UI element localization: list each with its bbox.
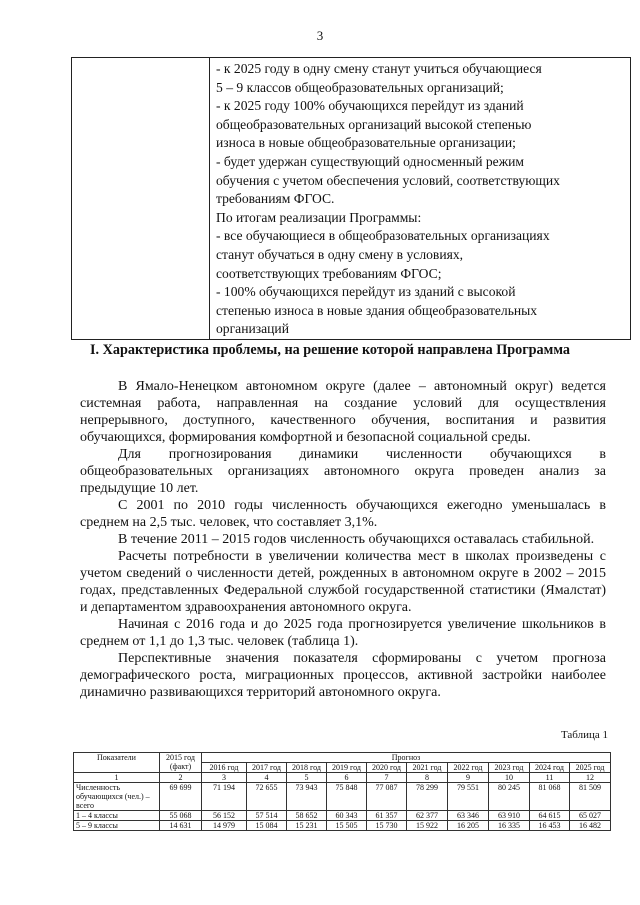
- row-label: Численность обучающихся (чел.) – всего: [74, 783, 160, 811]
- paragraph: В течение 2011 – 2015 годов численность обучающихся оставалась стабильной.: [118, 532, 595, 547]
- table-cell: 63 910: [489, 811, 530, 821]
- table-cell: 64 615: [530, 811, 570, 821]
- column-number: 1: [74, 773, 160, 783]
- table-cell: 79 551: [448, 783, 489, 811]
- header-year: 2023 год: [489, 763, 530, 773]
- table-cell: 55 068: [160, 811, 202, 821]
- result-line: общеобразовательных организаций высокой степенью: [216, 116, 532, 132]
- header-indicator: Показатели: [74, 753, 160, 773]
- result-line: станут обучаться в одну смену в условиях,: [216, 246, 464, 262]
- header-year: 2021 год: [407, 763, 448, 773]
- table-cell: 81 509: [570, 783, 611, 811]
- table-cell: 15 922: [407, 821, 448, 831]
- table-cell: 15 730: [367, 821, 407, 831]
- column-number: 2: [160, 773, 202, 783]
- table-cell: 81 068: [530, 783, 570, 811]
- column-number: 4: [247, 773, 287, 783]
- result-line: По итогам реализации Программы:: [216, 209, 422, 225]
- table-cell: 15 505: [327, 821, 367, 831]
- table-cell: 77 087: [367, 783, 407, 811]
- paragraph: Перспективные значения показателя сформированы с учетом прогноза демографического роста, миграционных процессов, активной застройки наиболее динамично развивающихся территорий автономного округа.: [80, 651, 606, 700]
- program-results-table: [71, 57, 631, 340]
- result-line: 5 – 9 классов общеобразовательных организаций;: [216, 79, 504, 95]
- program-results-text-cell: [210, 58, 631, 340]
- result-line: износа в новые общеобразовательные организации;: [216, 135, 516, 151]
- result-line: - к 2025 году 100% обучающихся перейдут из зданий: [216, 98, 524, 114]
- table-row: [74, 783, 611, 811]
- result-line: требованиям ФГОС.: [216, 191, 335, 207]
- header-year: 2020 год: [367, 763, 407, 773]
- column-number: 12: [570, 773, 611, 783]
- paragraph: Для прогнозирования динамики численности обучающихся в общеобразовательных организациях автономного округа проведен анализ за предыдущие 10 лет.: [80, 447, 606, 496]
- table-cell: 73 943: [287, 783, 327, 811]
- table-cell: 61 357: [367, 811, 407, 821]
- table-row: [74, 821, 611, 831]
- header-year: 2018 год: [287, 763, 327, 773]
- row-label: 5 – 9 классы: [74, 821, 160, 831]
- column-number: 10: [489, 773, 530, 783]
- result-line: - к 2025 году в одну смену станут учиться обучающиеся: [216, 61, 542, 76]
- table-row: [74, 811, 611, 821]
- column-number: 7: [367, 773, 407, 783]
- table-cell: 62 377: [407, 811, 448, 821]
- table-cell: 56 152: [202, 811, 247, 821]
- row-label: 1 – 4 классы: [74, 811, 160, 821]
- table-cell: 16 453: [530, 821, 570, 831]
- result-line: организаций: [216, 321, 289, 337]
- header-year: 2017 год: [247, 763, 287, 773]
- table-caption: Таблица 1: [560, 729, 608, 741]
- table-cell: 78 299: [407, 783, 448, 811]
- section-heading: I. Характеристика проблемы, на решение которой направлена Программа: [90, 342, 570, 358]
- column-number: 9: [448, 773, 489, 783]
- header-year: 2022 год: [448, 763, 489, 773]
- result-line: соответствующих требованиям ФГОС;: [216, 265, 442, 281]
- paragraph: В Ямало-Ненецком автономном округе (далее – автономный округ) ведется системная работа, направленная на создание условий для осуществления непрерывного, доступного, качественного обучения, воспитания и развития обучающихся, формирования комфортной и безопасной социальной среды.: [80, 379, 606, 445]
- column-number: 3: [202, 773, 247, 783]
- header-fact: 2015 год (факт): [160, 753, 202, 773]
- table-cell: 16 482: [570, 821, 611, 831]
- table-cell: 60 343: [327, 811, 367, 821]
- table-cell: 15 231: [287, 821, 327, 831]
- table-cell: 63 346: [448, 811, 489, 821]
- table-cell: 65 027: [570, 811, 611, 821]
- header-year: 2019 год: [327, 763, 367, 773]
- table-cell: 69 699: [160, 783, 202, 811]
- header-year: 2025 год: [570, 763, 611, 773]
- result-line: обучения с учетом обеспечения условий, соответствующих: [216, 172, 560, 188]
- table-cell: 80 245: [489, 783, 530, 811]
- table-cell: 16 205: [448, 821, 489, 831]
- table-cell: 14 631: [160, 821, 202, 831]
- result-line: - 100% обучающихся перейдут из зданий с высокой: [216, 284, 516, 300]
- header-year: 2024 год: [530, 763, 570, 773]
- enrollment-forecast-table: [73, 752, 611, 831]
- result-line: степенью износа в новые здания общеобразовательных: [216, 302, 538, 318]
- body-text: [80, 378, 606, 701]
- table-cell: 15 084: [247, 821, 287, 831]
- paragraph: Расчеты потребности в увеличении количества мест в школах произведены с учетом сведений о численности детей, рожденных в автономном округе в 2002 – 2015 годах, представленных Федеральной службой государственной статистики (Ямалстат) и департаментом здравоохранения автономного округа.: [80, 549, 606, 615]
- table-cell: 58 652: [287, 811, 327, 821]
- column-number: 5: [287, 773, 327, 783]
- paragraph: С 2001 по 2010 годы численность обучающихся ежегодно уменьшалась в среднем на 2,5 тыс. человек, что составляет 3,1%.: [80, 498, 606, 530]
- page-number: 3: [316, 28, 324, 43]
- column-number: 6: [327, 773, 367, 783]
- table-cell: 14 979: [202, 821, 247, 831]
- table-cell: 71 194: [202, 783, 247, 811]
- header-forecast: Прогноз: [202, 753, 611, 763]
- column-number: 8: [407, 773, 448, 783]
- program-results-label-cell: [72, 58, 210, 340]
- result-line: - будет удержан существующий односменный режим: [216, 153, 524, 169]
- table-cell: 72 655: [247, 783, 287, 811]
- table-cell: 75 848: [327, 783, 367, 811]
- header-year: 2016 год: [202, 763, 247, 773]
- table-cell: 16 335: [489, 821, 530, 831]
- table-cell: 57 514: [247, 811, 287, 821]
- column-number: 11: [530, 773, 570, 783]
- paragraph: Начиная с 2016 года и до 2025 года прогнозируется увеличение школьников в среднем от 1,1 до 1,3 тыс. человек (таблица 1).: [80, 617, 606, 649]
- result-line: - все обучающиеся в общеобразовательных организациях: [216, 228, 550, 244]
